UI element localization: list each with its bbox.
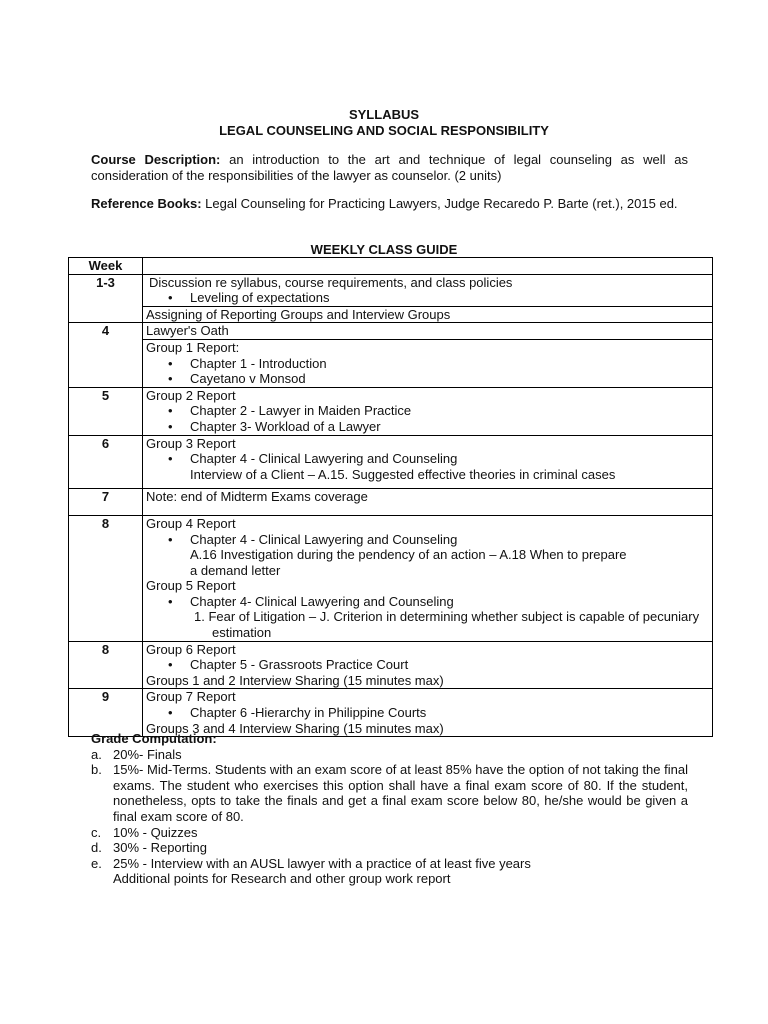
content-header (143, 258, 713, 275)
grade-item-text: 10% - Quizzes (113, 824, 198, 840)
sub-item: Interview of a Client – A.15. Suggested effective theories in criminal cases (190, 466, 616, 482)
week-cell: 6 (69, 435, 143, 489)
week-cell: 9 (69, 689, 143, 737)
table-header-row (69, 258, 713, 275)
grade-item (91, 825, 688, 841)
bullet-item: • Chapter 4 - Clinical Lawyering and Counseling (146, 451, 709, 467)
table-row (69, 323, 713, 340)
grade-item (91, 840, 688, 856)
bullet-item: • Chapter 1 - Introduction (146, 356, 709, 372)
content-cell (143, 306, 713, 323)
bullet-item: • Chapter 6 -Hierarchy in Philippine Courts (146, 705, 709, 721)
reference-books (91, 196, 688, 212)
row-text: Group 3 Report (146, 435, 236, 451)
grade-item-letter: d. (91, 840, 102, 856)
row-text: Groups 3 and 4 Interview Sharing (15 minutes max) (146, 720, 444, 736)
grade-heading: Grade Computation: (91, 731, 217, 746)
grade-item-letter: b. (91, 762, 102, 778)
sub-item: A.16 Investigation during the pendency of an action – A.18 When to prepare (190, 547, 627, 563)
bullet-item: • Chapter 4 - Clinical Lawyering and Counseling (146, 532, 709, 548)
row-text: Assigning of Reporting Groups and Interview Groups (146, 306, 451, 322)
sub-item: a demand letter (190, 562, 281, 578)
row-text: Discussion re syllabus, course requirements, and class policies (149, 274, 513, 290)
content-cell (143, 339, 713, 387)
row-text: Group 6 Report (146, 641, 236, 657)
row-text: Group 1 Report: (146, 339, 240, 355)
week-cell: 5 (69, 387, 143, 435)
row-text: Group 4 Report (146, 515, 236, 531)
content-cell (143, 387, 713, 435)
row-text: Group 2 Report (146, 387, 236, 403)
course-description-label: Course Description: (91, 152, 221, 167)
content-cell (143, 641, 713, 689)
course-description-text: an introduction to the art and technique of legal counseling as well as consideration of the responsibilities of the lawyer as counselor. (2 units) (91, 152, 688, 183)
grade-extra-note: Additional points for Research and other group work report (113, 871, 451, 887)
table-row (69, 489, 713, 516)
grade-item (91, 856, 688, 872)
bullet-item: • Chapter 3- Workload of a Lawyer (146, 419, 709, 435)
table-row (69, 689, 713, 737)
bullet-item: • Chapter 2 - Lawyer in Maiden Practice (146, 403, 709, 419)
row-text: Note: end of Midterm Exams coverage (146, 489, 368, 505)
grade-item-letter: a. (91, 746, 102, 762)
bullet-item: • Chapter 4- Clinical Lawyering and Counseling (146, 594, 709, 610)
content-cell (143, 435, 713, 489)
grade-item-text: 20%- Finals (113, 746, 182, 762)
week-cell: 8 (69, 515, 143, 641)
table-row (69, 641, 713, 689)
content-cell (143, 323, 713, 340)
week-cell: 7 (69, 489, 143, 516)
course-description (91, 152, 688, 184)
bullet-item: • Leveling of expectations (146, 290, 709, 306)
course-title: LEGAL COUNSELING AND SOCIAL RESPONSIBILITY (219, 123, 549, 138)
week-header: Week (69, 258, 143, 275)
grade-item-text: 25% - Interview with an AUSL lawyer with a practice of at least five years (113, 855, 531, 871)
grade-computation (91, 731, 688, 887)
row-text: Group 5 Report (146, 578, 236, 594)
week-cell: 8 (69, 641, 143, 689)
content-cell (143, 515, 713, 641)
reference-books-text: Legal Counseling for Practicing Lawyers, Judge Recaredo P. Barte (ret.), 2015 ed. (205, 196, 678, 211)
content-cell (143, 274, 713, 306)
grade-item-letter: e. (91, 855, 102, 871)
grade-item-text: 30% - Reporting (113, 840, 207, 856)
table-row (69, 339, 713, 387)
weekly-class-guide-title: WEEKLY CLASS GUIDE (310, 242, 458, 257)
table-row (69, 274, 713, 306)
syllabus-title: SYLLABUS (348, 107, 420, 122)
bullet-item: • Cayetano v Monsod (146, 371, 709, 387)
table-row (69, 515, 713, 641)
week-cell: 1-3 (69, 274, 143, 323)
bullet-item: • Chapter 5 - Grassroots Practice Court (146, 657, 709, 673)
content-cell (143, 689, 713, 737)
grade-item-text: 15%- Mid-Terms. Students with an exam score of at least 85% have the option of not taking the final exams. The student who exercises this option shall have a final exam score of 80. If the student, nonetheless, opts to take the finals and get a final exam score below 80, he/she would be given a final exam score of 80. (113, 762, 688, 824)
numbered-item: 1. Fear of Litigation – J. Criterion in determining whether subject is capable of pecuniary estimation (194, 609, 700, 641)
reference-books-label: Reference Books: (91, 196, 202, 211)
row-text: Groups 1 and 2 Interview Sharing (15 minutes max) (146, 672, 444, 688)
weekly-class-guide-table (68, 257, 713, 737)
table-row (69, 435, 713, 489)
grade-item (91, 762, 688, 824)
week-cell: 4 (69, 323, 143, 387)
content-cell (143, 489, 713, 516)
row-text: Lawyer's Oath (146, 323, 229, 339)
grade-item (91, 747, 688, 763)
grade-item-letter: c. (91, 824, 102, 840)
table-row (69, 306, 713, 323)
row-text: Group 7 Report (146, 689, 236, 705)
table-row (69, 387, 713, 435)
